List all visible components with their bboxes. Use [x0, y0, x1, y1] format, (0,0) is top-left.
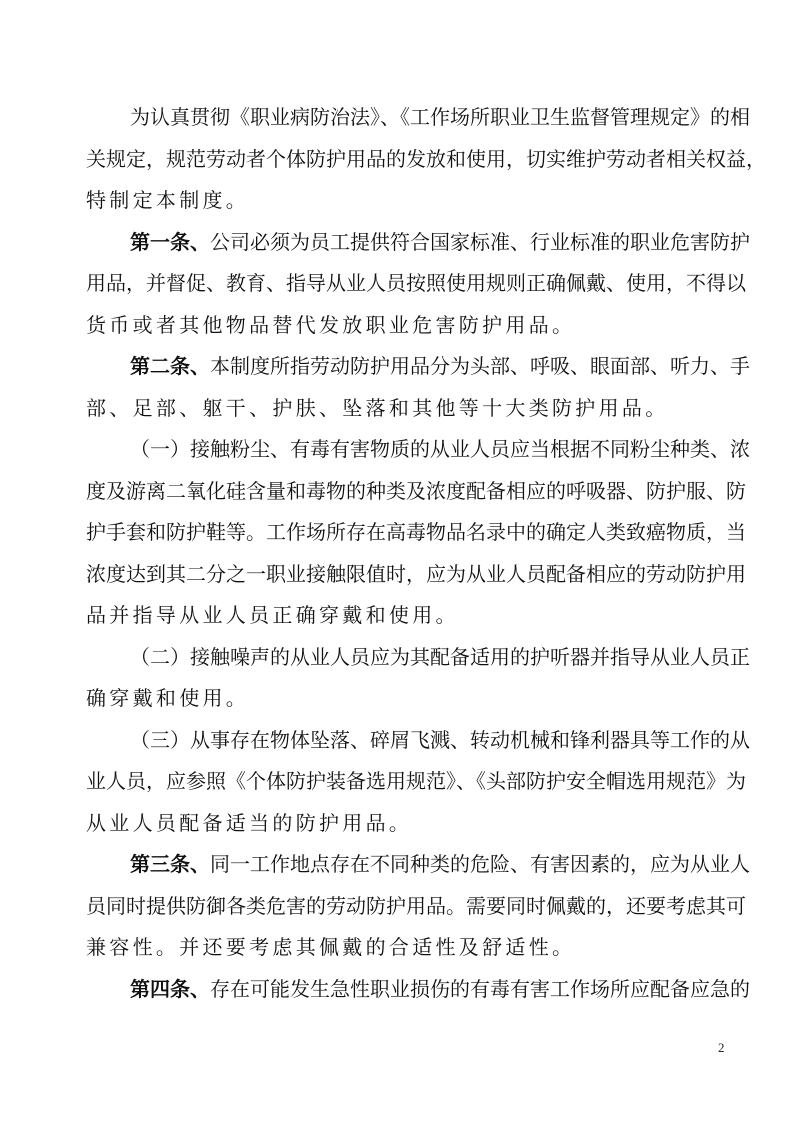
article-3-line-3: 兼容性。并还要考虑其佩戴的合适性及舒适性。 [86, 935, 576, 959]
article-1-line-3: 货币或者其他物品替代发放职业危害防护用品。 [86, 313, 576, 337]
intro-line-2: 关规定，规范劳动者个体防护用品的发放和使用，切实维护劳动者相关权益， [86, 147, 766, 171]
article-1-line-1 [130, 228, 750, 256]
item-1-line-2: 度及游离二氧化硅含量和毒物的种类及浓度配备相应的呼吸器、防护服、防 [86, 479, 746, 503]
intro-line-1: 为认真贯彻《职业病防治法》、《工作场所职业卫生监督管理规定》的相 [130, 105, 750, 129]
item-1-line-4: 浓度达到其二分之一职业接触限值时，应为从业人员配备相应的劳动防护用 [86, 562, 746, 586]
article-1-line-2: 用品，并督促、教育、指导从业人员按照使用规则正确佩戴、使用，不得以 [86, 271, 746, 295]
article-3-text-1: 同一工作地点存在不同种类的危险、有害因素的，应为从业人 [210, 852, 750, 876]
item-2-line-1: （二）接触噪声的从业人员应为其配备适用的护听器并指导从业人员正 [130, 645, 750, 669]
item-3-line-1: （三）从事存在物体坠落、碎屑飞溅、转动机械和锋利器具等工作的从 [130, 728, 750, 752]
article-4-text-1: 存在可能发生急性职业损伤的有毒有害工作场所应配备应急的 [210, 977, 750, 1001]
article-4-heading: 第四条、 [130, 977, 210, 1001]
intro-line-3: 特制定本制度。 [86, 188, 250, 212]
item-3-line-3: 从业人员配备适当的防护用品。 [86, 811, 413, 835]
article-3-line-1 [130, 850, 750, 878]
article-2-heading: 第二条、 [130, 354, 210, 378]
article-2-line-2: 部、足部、躯干、护肤、坠落和其他等十大类防护用品。 [86, 396, 669, 420]
item-1-line-1: （一）接触粉尘、有毒有害物质的从业人员应当根据不同粉尘种类、浓 [130, 437, 750, 461]
article-3-heading: 第三条、 [130, 852, 210, 876]
item-2-line-2: 确穿戴和使用。 [86, 686, 250, 710]
item-3-line-2: 业人员，应参照《个体防护装备选用规范》、《头部防护安全帽选用规范》为 [86, 769, 746, 793]
article-1-heading: 第一条、 [130, 230, 210, 254]
item-1-line-5: 品并指导从业人员正确穿戴和使用。 [86, 603, 459, 627]
page-number: 2 [718, 1040, 725, 1055]
article-2-text-1: 本制度所指劳动防护用品分为头部、呼吸、眼面部、听力、手 [210, 354, 750, 378]
article-2-line-1 [130, 352, 750, 380]
item-1-line-3: 护手套和防护鞋等。工作场所存在高毒物品名录中的确定人类致癌物质，当 [86, 520, 746, 544]
article-1-text-1: 公司必须为员工提供符合国家标准、行业标准的职业危害防护 [210, 230, 750, 254]
article-4-line-1 [130, 975, 750, 1003]
article-3-line-2: 员同时提供防御各类危害的劳动防护用品。需要同时佩戴的，还要考虑其可 [86, 894, 746, 918]
